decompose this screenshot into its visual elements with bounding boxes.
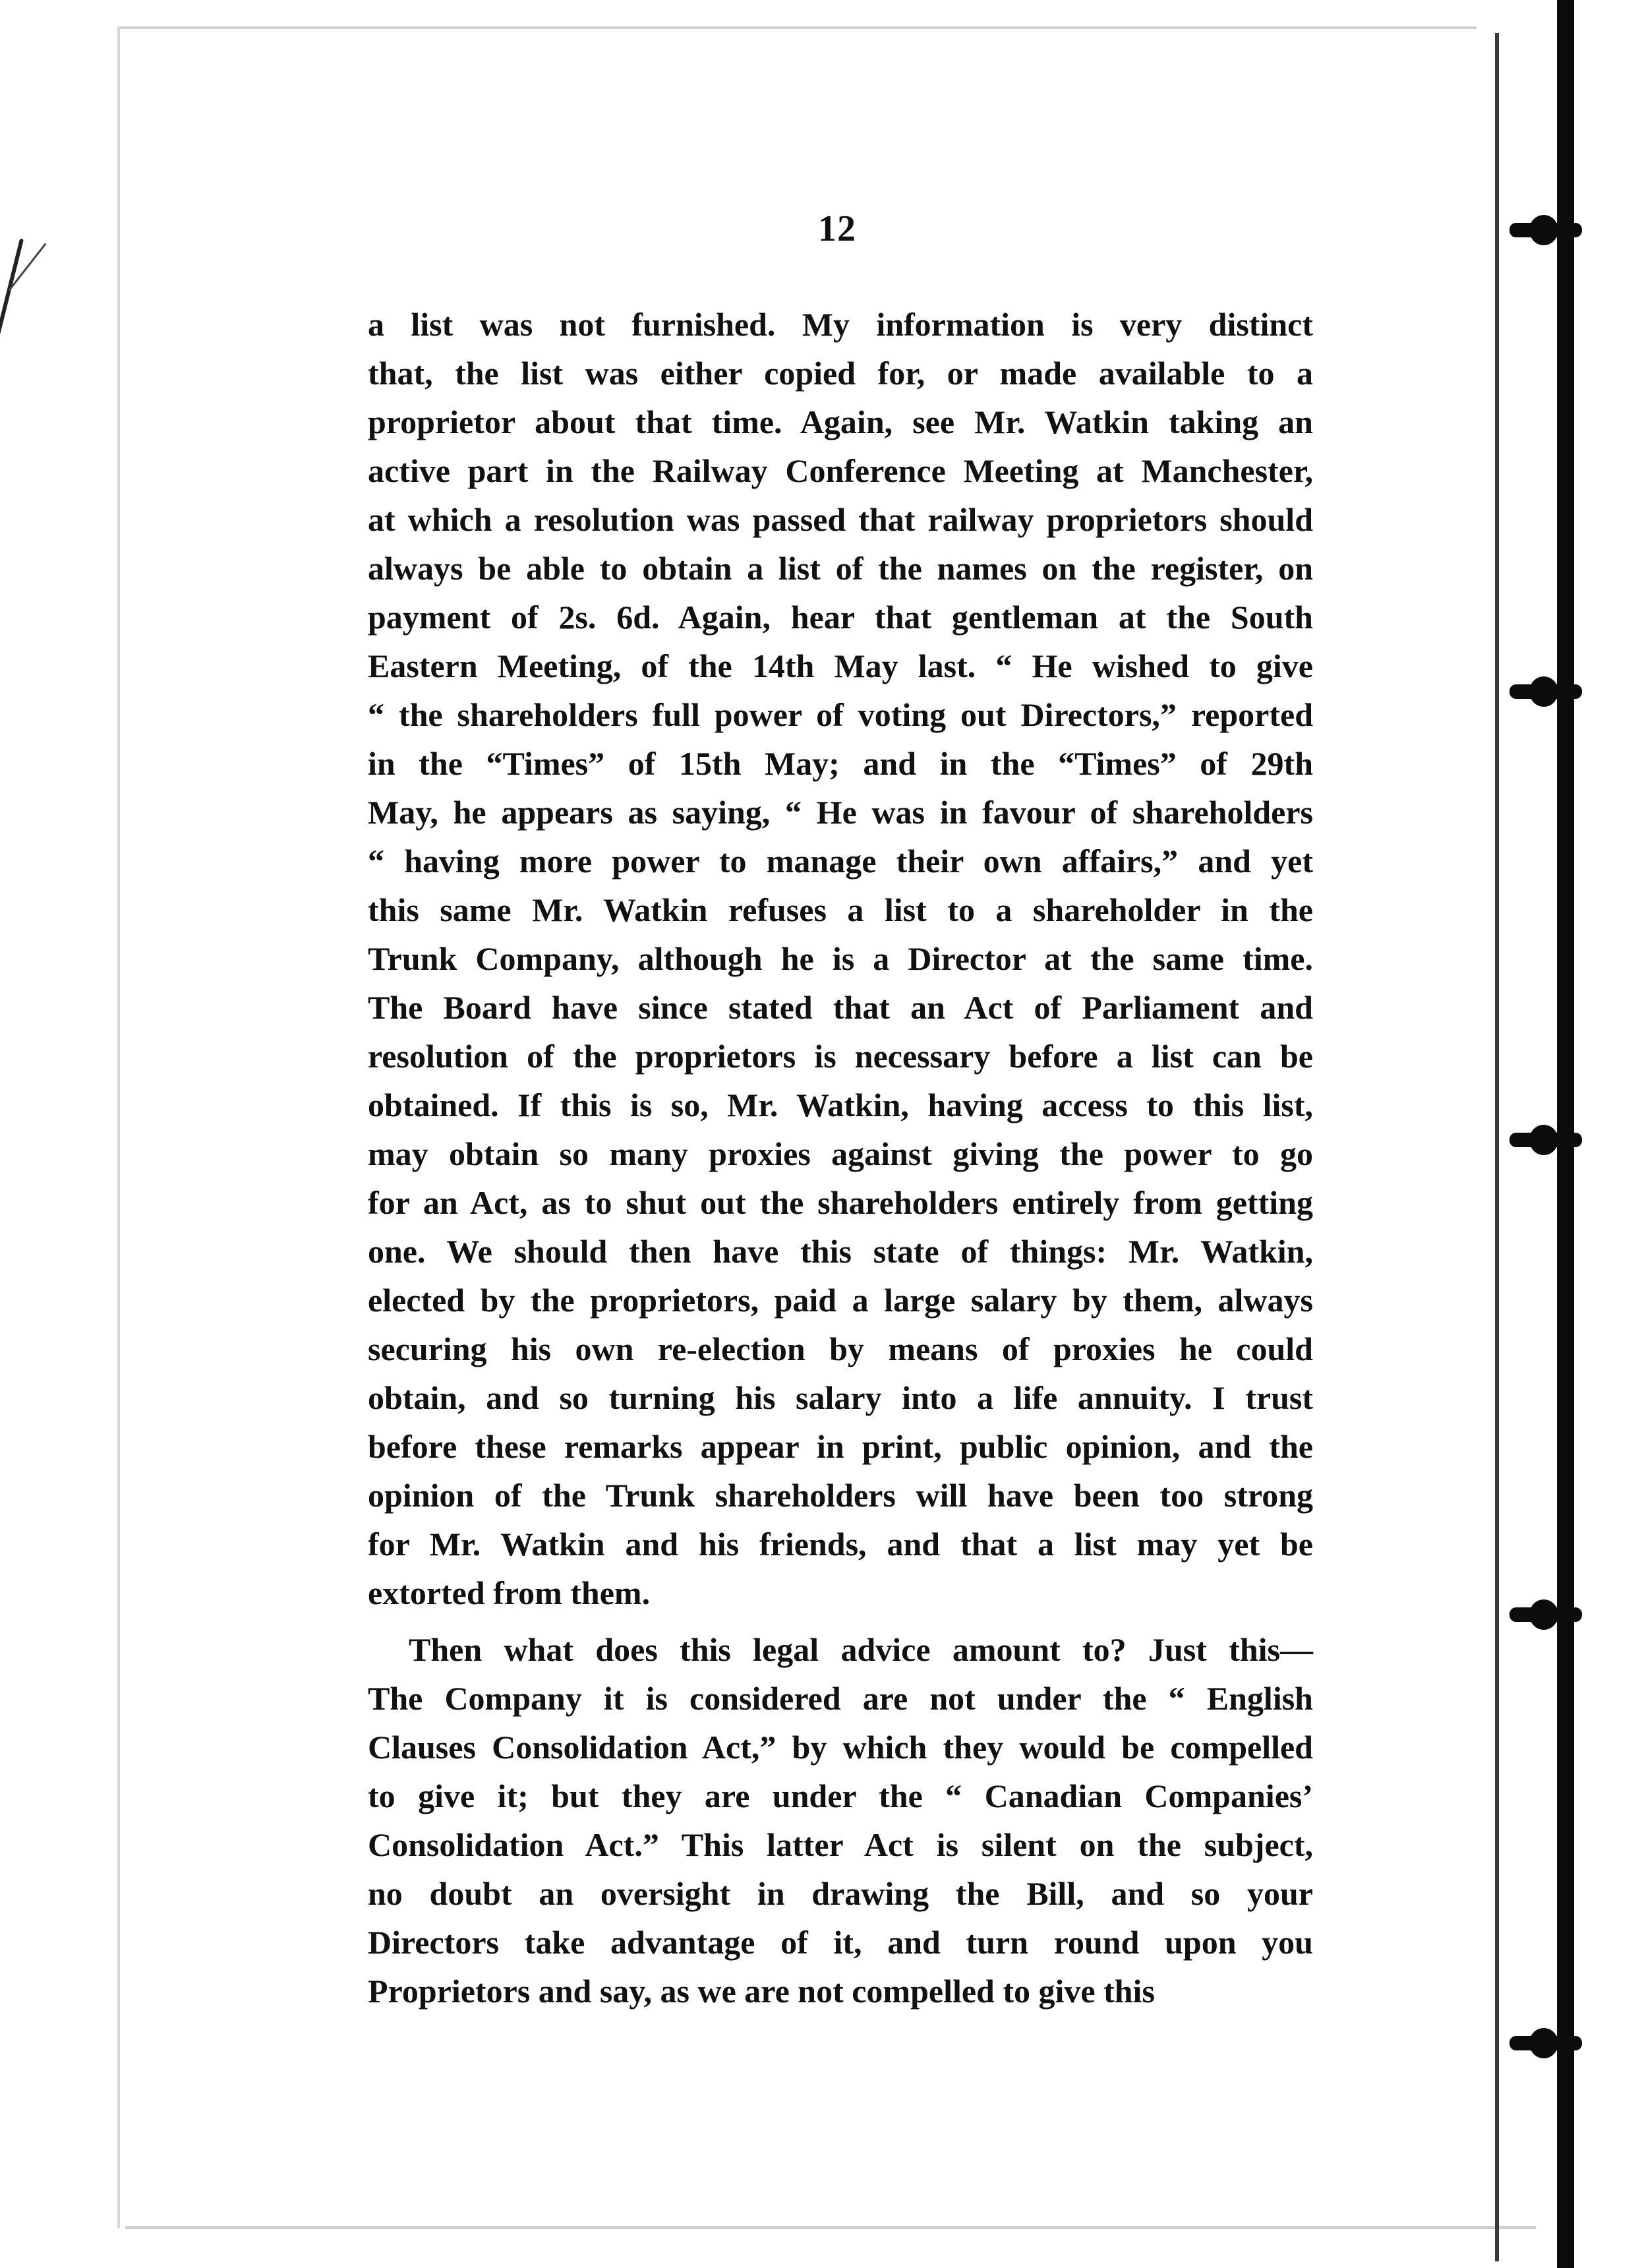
text-line: resolution of the proprietors is necessary before a list can be — [368, 1038, 1313, 1075]
text-line: extorted from them. — [368, 1574, 651, 1611]
text-line: Proprietors and say, as we are not compelled to give this — [368, 1973, 1155, 2010]
text-line: no doubt an oversight in drawing the Bill, and so your — [368, 1875, 1313, 1912]
text-line: Trunk Company, although he is a Director at the same time. — [368, 940, 1313, 977]
text-line: one. We should then have this state of things: Mr. Watkin, — [368, 1233, 1313, 1270]
text-line: may obtain so many proxies against giving the power to go — [368, 1135, 1313, 1172]
binding-stitch — [1509, 2036, 1582, 2050]
text-line: for an Act, as to shut out the shareholders entirely from getting — [368, 1184, 1313, 1221]
binding-stitch — [1509, 1133, 1582, 1147]
text-line: Clauses Consolidation Act,” by which they would be compelled — [368, 1729, 1313, 1766]
text-line: elected by the proprietors, paid a large salary by them, always — [368, 1282, 1313, 1319]
page-edge-top — [119, 26, 1477, 29]
paragraph-gap — [368, 1617, 1313, 1625]
text-line: for Mr. Watkin and his friends, and that a list may yet be — [368, 1526, 1313, 1563]
scan-margin-right — [1574, 0, 1640, 2268]
text-line: Directors take advantage of it, and turn round upon you — [368, 1924, 1313, 1961]
text-line: in the “Times” of 15th May; and in the “Times” of 29th — [368, 745, 1313, 782]
text-line: The Company it is considered are not under the “ English — [368, 1680, 1313, 1717]
text-line: opinion of the Trunk shareholders will have been too strong — [368, 1477, 1313, 1514]
text-line: “ having more power to manage their own affairs,” and yet — [368, 843, 1313, 880]
text-line: “ the shareholders full power of voting out Directors,” reported — [368, 696, 1313, 733]
page-edge-bottom — [125, 2226, 1536, 2229]
page-edge-right — [1495, 33, 1499, 2261]
text-line: Eastern Meeting, of the 14th May last. “ He wished to give — [368, 647, 1313, 684]
binding-stitch — [1509, 1607, 1582, 1622]
text-line: obtain, and so turning his salary into a life annuity. I trust — [368, 1379, 1313, 1416]
page-number: 12 — [818, 208, 856, 249]
text-line: that, the list was either copied for, or made available to a — [368, 355, 1313, 392]
body-text — [368, 300, 1313, 2015]
text-line: before these remarks appear in print, public opinion, and the — [368, 1428, 1313, 1465]
text-line: Consolidation Act.” This latter Act is silent on the subject, — [368, 1826, 1313, 1863]
text-line: securing his own re-election by means of proxies he could — [368, 1330, 1313, 1367]
binding-stitch — [1509, 684, 1582, 699]
text-line: to give it; but they are under the “ Canadian Companies’ — [368, 1777, 1313, 1814]
text-line: a list was not furnished. My information is very distinct — [368, 306, 1313, 343]
text-line: this same Mr. Watkin refuses a list to a shareholder in the — [368, 891, 1313, 928]
text-line: active part in the Railway Conference Meeting at Manchester, — [368, 452, 1313, 489]
text-line: proprietor about that time. Again, see Mr. Watkin taking an — [368, 403, 1313, 440]
page-edge-left — [117, 26, 120, 2228]
text-line: May, he appears as saying, “ He was in favour of shareholders — [368, 794, 1313, 831]
text-line: always be able to obtain a list of the names on the register, on — [368, 550, 1313, 587]
text-line: Then what does this legal advice amount to? Just this— — [409, 1631, 1313, 1668]
text-line: obtained. If this is so, Mr. Watkin, having access to this list, — [368, 1087, 1313, 1123]
text-line: payment of 2s. 6d. Again, hear that gentleman at the South — [368, 599, 1313, 636]
text-line: The Board have since stated that an Act of Parliament and — [368, 989, 1313, 1026]
text-line: at which a resolution was passed that railway proprietors should — [368, 501, 1313, 538]
